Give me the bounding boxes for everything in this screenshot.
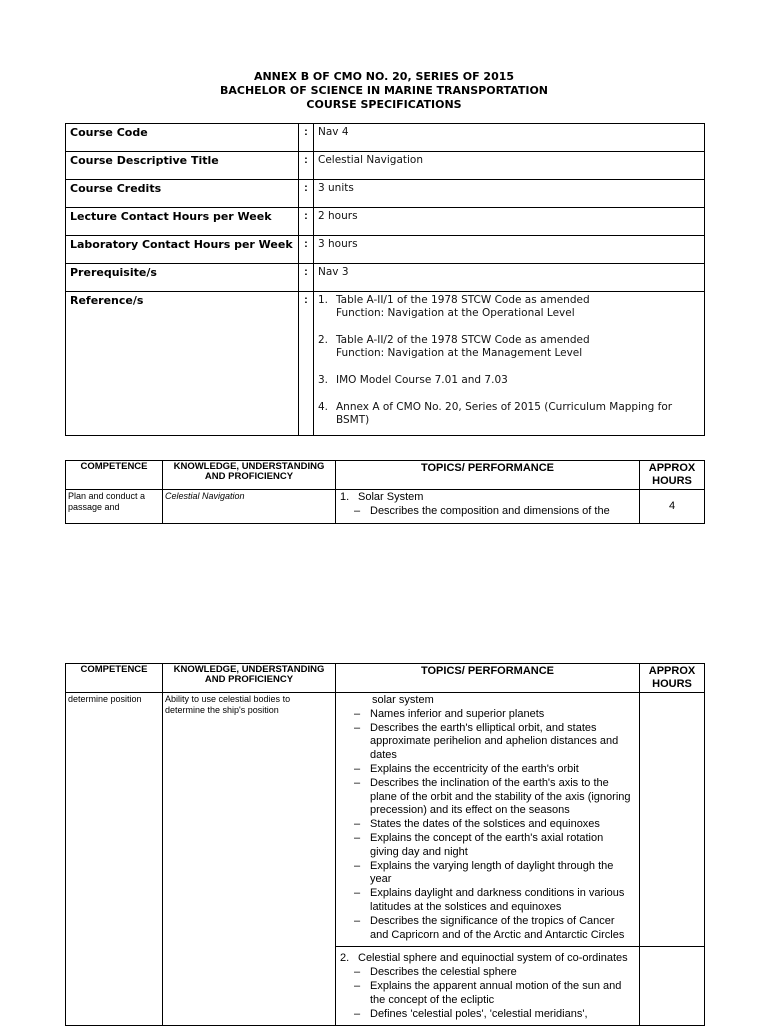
- col-competence: COMPETENCE: [66, 664, 163, 693]
- spec-row-credits: [66, 180, 705, 208]
- col-knowledge: KNOWLEDGE, UNDERSTANDING AND PROFICIENCY: [163, 664, 336, 693]
- spec-label: Reference/s: [66, 292, 299, 436]
- col-competence: COMPETENCE: [66, 461, 163, 490]
- reference-item: 4. Annex A of CMO No. 20, Series of 2015 (Curriculum Mapping for BSMT): [318, 401, 673, 426]
- list-item: – Explains the varying length of daylight through the year: [354, 860, 635, 888]
- list-item: – Names inferior and superior planets: [354, 708, 635, 722]
- list-item: – Explains the apparent annual motion of the sun and the concept of the ecliptic: [354, 980, 635, 1008]
- topic-title: Celestial sphere and equinoctial system of co-ordinates: [358, 952, 628, 965]
- spec-label: Course Code: [66, 124, 299, 152]
- spec-label: Laboratory Contact Hours per Week: [66, 236, 299, 264]
- spec-title: COURSE SPECIFICATIONS: [306, 98, 462, 111]
- list-item: – Explains the eccentricity of the earth's orbit: [354, 763, 635, 777]
- knowledge-cell: Ability to use celestial bodies to determine the ship's position: [163, 693, 336, 1026]
- competence-table-1: [65, 460, 705, 524]
- spec-row-lab-hours: [66, 236, 705, 264]
- spec-value: Nav 4: [314, 124, 705, 152]
- hours-cell: [640, 947, 705, 1026]
- spec-colon: :: [299, 236, 314, 264]
- col-topics: TOPICS/ PERFORMANCE: [336, 664, 640, 693]
- spec-value: 3 units: [314, 180, 705, 208]
- references-list: [318, 294, 700, 427]
- list-item: – Defines 'celestial poles', 'celestial meridians',: [354, 1008, 635, 1022]
- spec-label: Course Credits: [66, 180, 299, 208]
- list-item: – Describes the celestial sphere: [354, 966, 635, 980]
- list-item: – Describes the significance of the tropics of Cancer and Capricorn and of the Arctic and Antarctic Circles: [354, 915, 635, 943]
- reference-item: 1. Table A-II/1 of the 1978 STCW Code as amended Function: Navigation at the Operational Level: [318, 294, 590, 319]
- course-spec-table: [65, 123, 705, 436]
- document-header: [0, 70, 768, 112]
- hours-cell: [640, 693, 705, 947]
- topic-items: [340, 708, 635, 943]
- spec-colon: :: [299, 180, 314, 208]
- knowledge-cell: Celestial Navigation: [163, 490, 336, 524]
- spec-row-lecture-hours: [66, 208, 705, 236]
- topic-items: [340, 966, 635, 1021]
- annex-title: ANNEX B OF CMO NO. 20, SERIES OF 2015: [253, 70, 515, 83]
- program-title: BACHELOR OF SCIENCE IN MARINE TRANSPORTATION: [219, 84, 549, 97]
- list-item: – Explains the concept of the earth's axial rotation giving day and night: [354, 832, 635, 860]
- table-header-row: [66, 664, 705, 693]
- col-hours: APPROX HOURS: [640, 664, 705, 693]
- spec-value: Celestial Navigation: [314, 152, 705, 180]
- spec-row-title: [66, 152, 705, 180]
- topic-title: Solar System: [358, 491, 424, 503]
- col-knowledge: KNOWLEDGE, UNDERSTANDING AND PROFICIENCY: [163, 461, 336, 490]
- col-hours: APPROX HOURS: [640, 461, 705, 490]
- spec-row-prerequisites: [66, 264, 705, 292]
- list-item: – Describes the inclination of the earth's axis to the plane of the orbit and the stability of the axis (ignoring precession) and its effect on the seasons: [354, 777, 635, 818]
- spec-value: Nav 3: [314, 264, 705, 292]
- reference-item: 3. IMO Model Course 7.01 and 7.03: [318, 374, 508, 386]
- table-row: [66, 693, 705, 947]
- col-topics: TOPICS/ PERFORMANCE: [336, 461, 640, 490]
- hours-cell: 4: [640, 490, 705, 524]
- spec-colon: :: [299, 292, 314, 436]
- list-item: – Describes the earth's elliptical orbit, and states approximate perihelion and aphelion distances and dates: [354, 722, 635, 763]
- spec-row-course-code: [66, 124, 705, 152]
- spec-row-references: [66, 292, 705, 436]
- topics-cell: 1. Solar System – Describes the composition and dimensions of the: [336, 490, 640, 524]
- spec-value: 2 hours: [314, 208, 705, 236]
- list-item: – Explains daylight and darkness conditions in various latitudes at the solstices and equinoxes: [354, 887, 635, 915]
- reference-item: 2. Table A-II/2 of the 1978 STCW Code as amended Function: Navigation at the Management Level: [318, 334, 590, 359]
- competence-cell: determine position: [66, 693, 163, 1026]
- topics-cell: 2. Celestial sphere and equinoctial system of co-ordinates – Describes the celestial sphere – Explains the apparent annual motion of the sun and the concept of the ecliptic – Defines 'celestial poles', 'celestial meridians',: [336, 947, 640, 1026]
- spec-colon: :: [299, 264, 314, 292]
- spec-label: Course Descriptive Title: [66, 152, 299, 180]
- competence-table-2: [65, 663, 705, 1026]
- spec-label: Lecture Contact Hours per Week: [66, 208, 299, 236]
- spec-value: 3 hours: [314, 236, 705, 264]
- table-header-row: [66, 461, 705, 490]
- topics-cell: [336, 693, 640, 947]
- spec-colon: :: [299, 208, 314, 236]
- list-item: – States the dates of the solstices and equinoxes: [354, 818, 635, 832]
- competence-cell: Plan and conduct a passage and: [66, 490, 163, 524]
- continued-text: solar system: [372, 694, 434, 706]
- references-cell: [314, 292, 705, 436]
- list-item: – Describes the composition and dimensions of the: [354, 505, 635, 519]
- spec-colon: :: [299, 124, 314, 152]
- spec-label: Prerequisite/s: [66, 264, 299, 292]
- spec-colon: :: [299, 152, 314, 180]
- table-row: [66, 490, 705, 524]
